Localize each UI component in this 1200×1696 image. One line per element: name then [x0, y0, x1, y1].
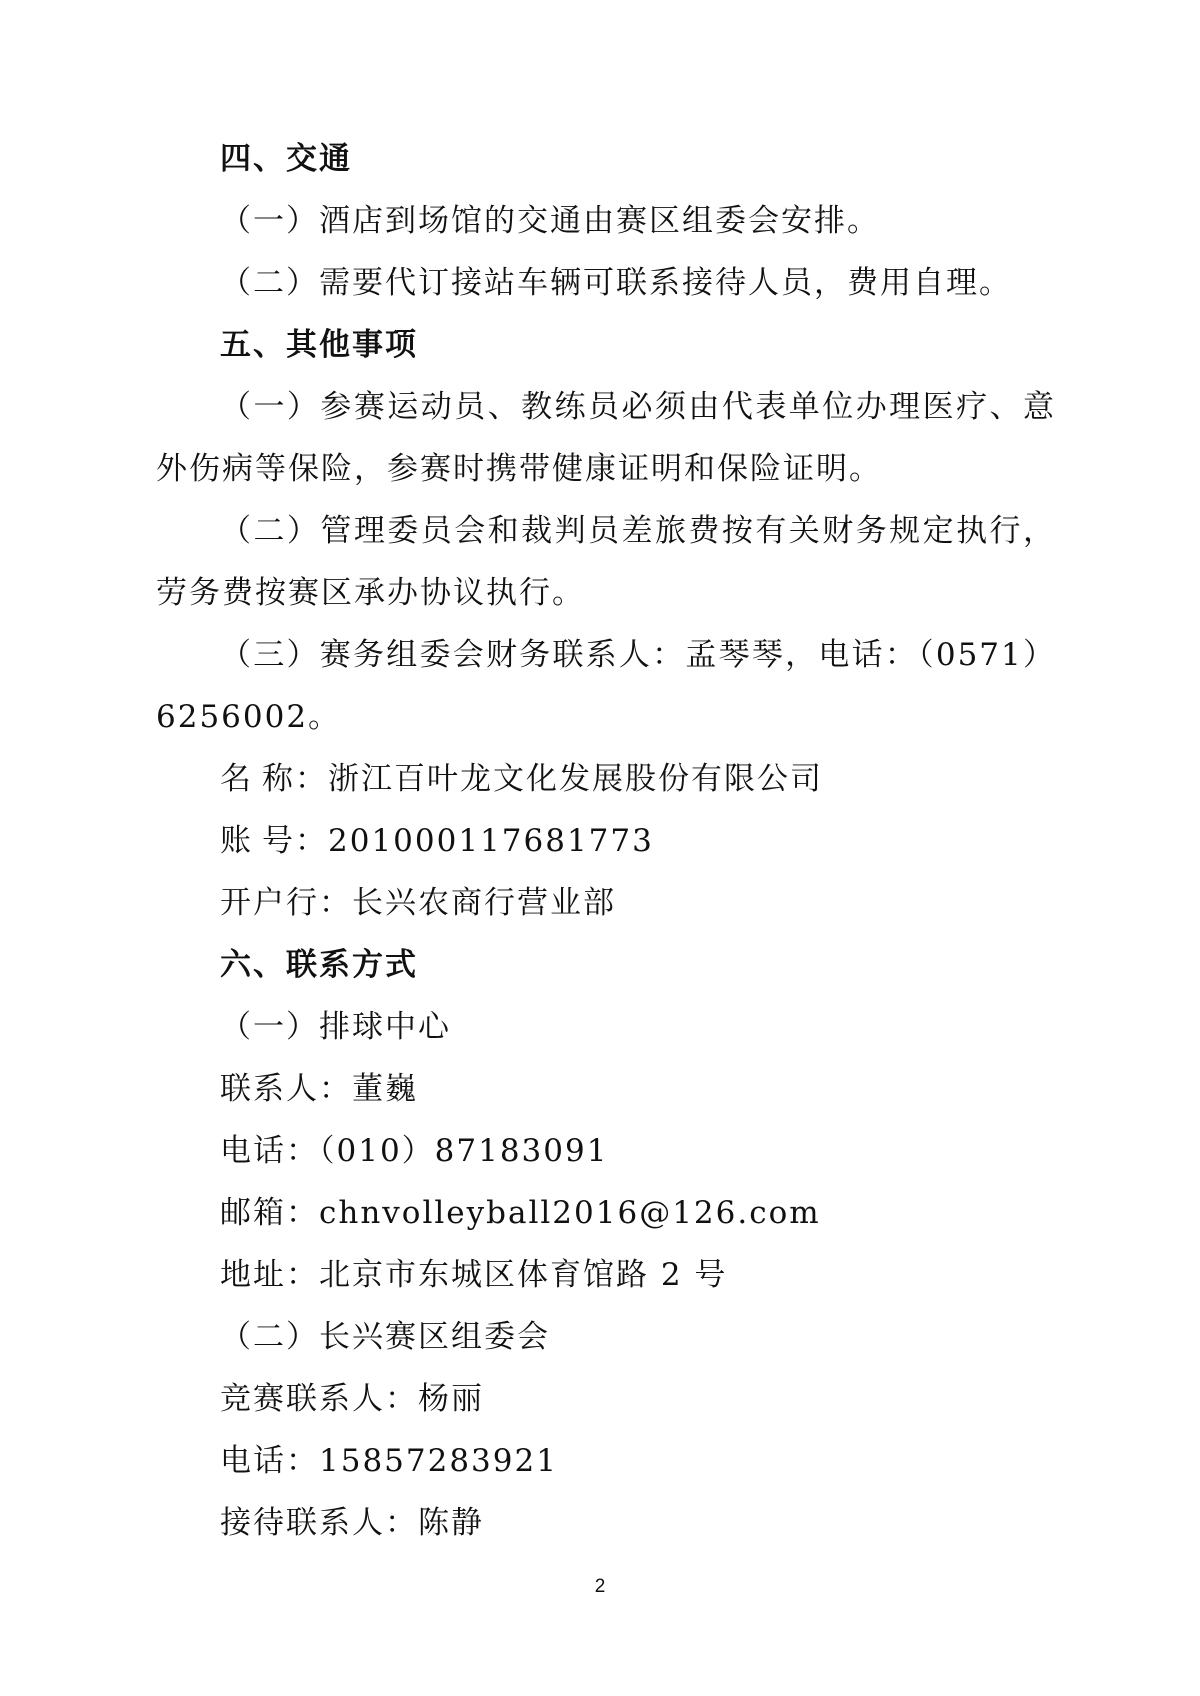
committee-reception-contact: 接待联系人：陈静 [220, 1505, 484, 1541]
volleyball-center-contact: 联系人：董巍 [220, 1071, 418, 1107]
account-bank-label: 开户行： [220, 885, 352, 921]
committee-phone: 电话：15857283921 [220, 1443, 558, 1479]
account-name-row [156, 748, 1056, 810]
other-item-travel-expense: （二）管理委员会和裁判员差旅费按有关财务规定执行，劳务费按赛区承办协议执行。 [156, 513, 1056, 611]
volleyball-center-address: 地址：北京市东城区体育馆路 2 号 [220, 1257, 728, 1293]
volleyball-center-phone: 电话：（010）87183091 [220, 1133, 609, 1169]
account-number-value: 201000117681773 [328, 823, 654, 859]
account-number-label: 账 号： [220, 823, 328, 859]
transport-item-1: （一）酒店到场馆的交通由赛区组委会安排。 [220, 203, 880, 239]
account-name-label: 名 称： [220, 761, 328, 797]
account-bank-row [156, 872, 1056, 934]
committee-title: （二）长兴赛区组委会 [220, 1319, 550, 1355]
section-heading-other: 五、其他事项 [220, 327, 418, 363]
document-body [156, 128, 1056, 1554]
other-item-finance-contact: （三）赛务组委会财务联系人：孟琴琴，电话：（0571）6256002。 [156, 637, 1056, 735]
volleyball-center-title: （一）排球中心 [220, 1009, 451, 1045]
committee-competition-contact: 竞赛联系人：杨丽 [220, 1381, 484, 1417]
account-bank-value: 长兴农商行营业部 [352, 885, 616, 921]
volleyball-center-email: 邮箱：chnvolleyball2016@126.com [220, 1195, 821, 1231]
account-number-row [156, 810, 1056, 872]
section-heading-contacts: 六、联系方式 [220, 947, 418, 983]
transport-item-2: （二）需要代订接站车辆可联系接待人员，费用自理。 [220, 265, 1012, 301]
section-heading-transport: 四、交通 [220, 141, 352, 177]
account-name-value: 浙江百叶龙文化发展股份有限公司 [328, 761, 823, 797]
other-item-insurance: （一）参赛运动员、教练员必须由代表单位办理医疗、意外伤病等保险，参赛时携带健康证明和保险证明。 [156, 389, 1056, 487]
page-number: 2 [594, 1576, 606, 1597]
